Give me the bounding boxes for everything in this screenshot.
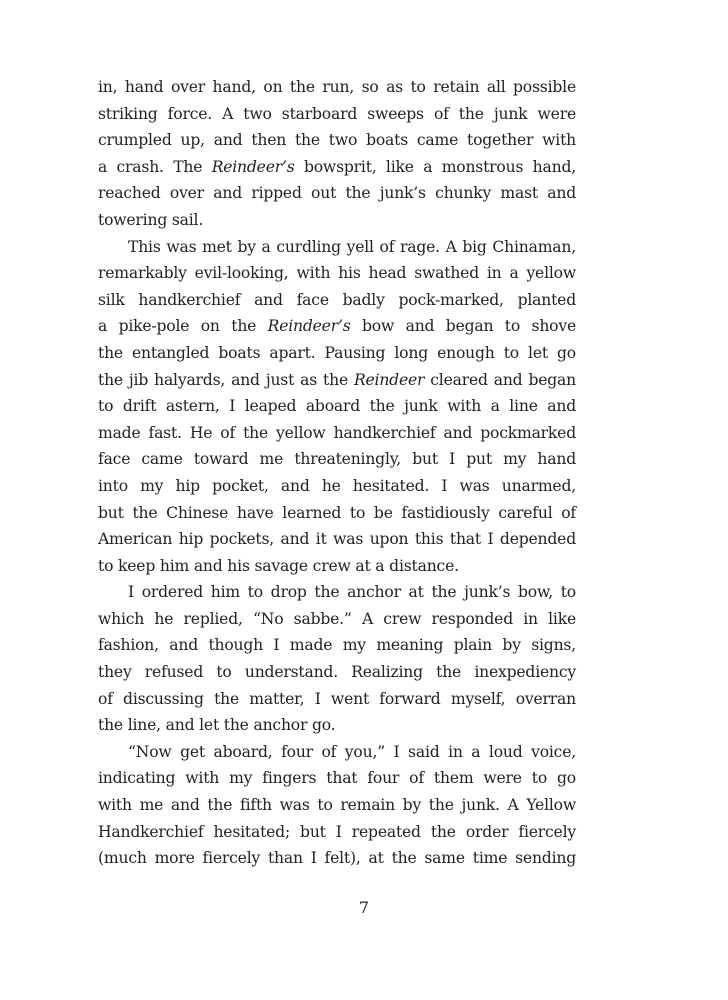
text-line bbox=[98, 553, 576, 580]
paragraph-first-line bbox=[98, 234, 576, 261]
text-line bbox=[98, 207, 576, 234]
text-line bbox=[98, 632, 576, 659]
text-line bbox=[98, 765, 576, 792]
text-run: a pike-pole on the bbox=[98, 317, 268, 336]
text-run: of discussing the matter, I went forward myself, overran bbox=[98, 689, 576, 708]
text-line bbox=[98, 526, 576, 553]
text-run: I ordered him to drop the anchor at the junk’s bow, to bbox=[128, 583, 576, 602]
text-line bbox=[98, 819, 576, 846]
text-line bbox=[98, 792, 576, 819]
text-line bbox=[98, 659, 576, 686]
text-run: remarkably evil-looking, with his head swathed in a yellow bbox=[98, 264, 576, 283]
text-line bbox=[98, 154, 576, 181]
text-run: they refused to understand. Realizing the inexpediency bbox=[98, 663, 576, 682]
text-run: in, hand over hand, on the run, so as to retain all possible bbox=[98, 78, 576, 96]
paragraph-first-line bbox=[98, 739, 576, 766]
text-run: Handkerchief hesitated; but I repeated the order fiercely bbox=[98, 822, 576, 841]
text-run: face came toward me threateningly, but I put my hand bbox=[98, 450, 576, 469]
text-run: to drift astern, I leaped aboard the junk with a line and bbox=[98, 397, 576, 416]
text-run: the line, and let the anchor go. bbox=[98, 716, 336, 735]
text-line bbox=[98, 180, 576, 207]
text-line bbox=[98, 473, 576, 500]
text-line bbox=[98, 686, 576, 713]
text-run: the entangled boats apart. Pausing long enough to let go bbox=[98, 343, 576, 362]
text-line bbox=[98, 367, 576, 394]
text-run: striking force. A two starboard sweeps of the junk were bbox=[98, 104, 576, 123]
ship-name-italic: Reindeer’s bbox=[211, 157, 295, 176]
text-line bbox=[98, 606, 576, 633]
text-run: made fast. He of the yellow handkerchief and pockmarked bbox=[98, 423, 576, 442]
text-run: the jib halyards, and just as the bbox=[98, 370, 354, 389]
text-run: to keep him and his savage crew at a distance. bbox=[98, 556, 459, 575]
text-run: crumpled up, and then the two boats came together with bbox=[98, 131, 576, 150]
text-line bbox=[98, 500, 576, 527]
ship-name-italic: Reindeer’s bbox=[267, 317, 351, 336]
text-run: indicating with my fingers that four of them were to go bbox=[98, 769, 576, 788]
text-run: reached over and ripped out the junk’s chunky mast and bbox=[98, 184, 576, 203]
text-line bbox=[98, 446, 576, 473]
text-line bbox=[98, 420, 576, 447]
text-run: but the Chinese have learned to be fastidiously careful of bbox=[98, 503, 576, 522]
text-run: “Now get aboard, four of you,” I said in a loud voice, bbox=[128, 742, 576, 761]
text-line bbox=[98, 845, 576, 872]
text-run: cleared and began bbox=[424, 370, 576, 389]
text-line bbox=[98, 287, 576, 314]
text-run: bow and began to shove bbox=[350, 317, 576, 336]
text-run: (much more fiercely than I felt), at the same time sending bbox=[98, 849, 576, 868]
text-line bbox=[98, 74, 576, 101]
text-run: with me and the fifth was to remain by the junk. A Yellow bbox=[98, 796, 576, 815]
text-line bbox=[98, 127, 576, 154]
text-run: a crash. The bbox=[98, 157, 212, 176]
text-run: bowsprit, like a monstrous hand, bbox=[294, 157, 576, 176]
ship-name-italic: Reindeer bbox=[353, 370, 425, 389]
body-text bbox=[98, 74, 576, 872]
text-line bbox=[98, 712, 576, 739]
page-number: 7 bbox=[358, 898, 370, 917]
text-run: fashion, and though I made my meaning plain by signs, bbox=[98, 636, 576, 655]
text-run: This was met by a curdling yell of rage. A big Chinaman, bbox=[128, 237, 576, 256]
text-line bbox=[98, 260, 576, 287]
text-run: silk handkerchief and face badly pock-marked, planted bbox=[98, 290, 576, 309]
text-line bbox=[98, 313, 576, 340]
text-run: towering sail. bbox=[98, 210, 204, 229]
text-line bbox=[98, 340, 576, 367]
text-line bbox=[98, 393, 576, 420]
paragraph-first-line bbox=[98, 579, 576, 606]
text-run: into my hip pocket, and he hesitated. I was unarmed, bbox=[98, 476, 576, 495]
text-line bbox=[98, 101, 576, 128]
text-run: American hip pockets, and it was upon this that I depended bbox=[98, 530, 576, 549]
text-run: which he replied, “No sabbe.” A crew responded in like bbox=[98, 609, 576, 628]
